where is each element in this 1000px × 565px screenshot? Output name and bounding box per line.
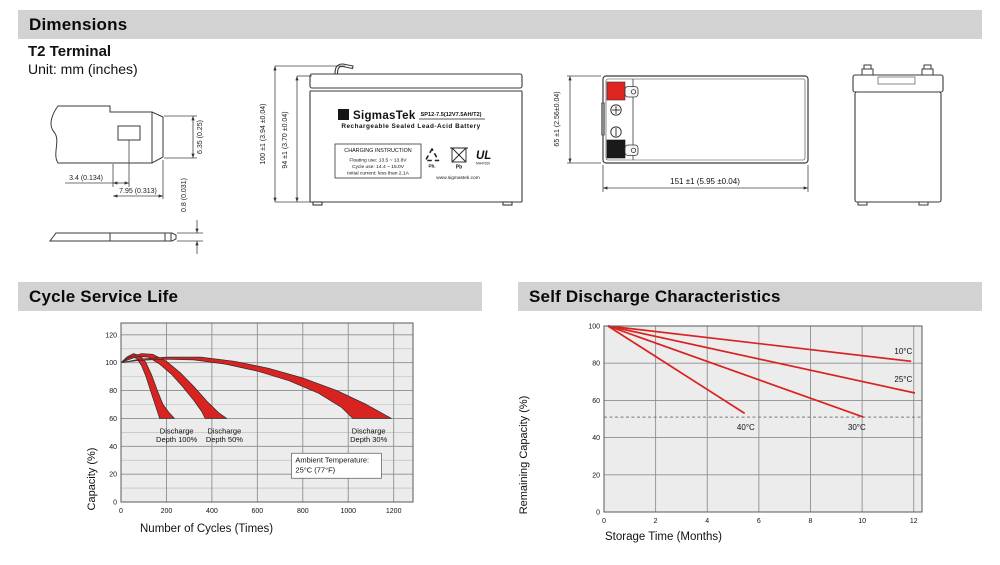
negative-terminal-marker — [607, 140, 625, 158]
cycle_service_life-plot-area — [105, 323, 413, 515]
plus-symbol-icon — [611, 105, 621, 115]
y-tick-label: 100 — [588, 323, 600, 331]
ambient-temperature-text: 25°C (77°F) — [295, 465, 336, 475]
terminal-dim-3-4: 3.4 (0.134) — [69, 175, 103, 182]
battery-front-view — [255, 52, 535, 257]
brand-name: SigmasTek — [353, 110, 416, 122]
charging-line-cycle: Cycle use: 14.4 ~ 15.0V — [351, 165, 405, 170]
dimensions-section-header: Dimensions — [18, 10, 982, 39]
x-tick-label: 800 — [296, 508, 309, 515]
terminal-detail-drawing — [25, 92, 257, 262]
negative-faston-tab — [625, 145, 638, 156]
terminal-blade-outline — [51, 106, 163, 163]
x-tick-label: 600 — [251, 508, 264, 515]
battery-top-view — [543, 53, 835, 198]
ul-file-number: MH47629 — [476, 161, 490, 166]
front-dim-total-height: 100 ±1 (3.94 ±0.04) — [260, 103, 267, 165]
y-tick-label: 20 — [592, 472, 600, 480]
crossed-bin-pb-icon — [450, 148, 468, 162]
side-terminal-right — [924, 65, 931, 69]
y-tick-label: 40 — [109, 443, 117, 451]
battery-type-subtitle: Rechargeable Sealed Lead-Acid Battery — [341, 123, 481, 130]
cycle-service-life-chart — [55, 318, 500, 565]
series-label: 30°C — [847, 423, 866, 433]
terminal-blade-edge-view — [50, 233, 176, 241]
y-tick-label: 0 — [113, 499, 117, 507]
cycle-chart-ylabel: Capacity (%) — [86, 447, 98, 511]
brand-logo-glyph: Σ — [340, 109, 347, 120]
band-label: Discharge — [159, 426, 194, 436]
charging-title: CHARGING INSTRUCTION — [344, 148, 412, 154]
self-discharge-ylabel: Remaining Capacity (%) — [518, 395, 530, 515]
y-tick-label: 60 — [109, 415, 117, 423]
recycle-pb-text: Pb. — [428, 163, 436, 169]
terminal-dimension-lines — [65, 116, 197, 199]
terminal-type-label: T2 Terminal — [28, 43, 112, 60]
series-label: 40°C — [736, 423, 755, 433]
charging-line-floating: Floating use: 13.5 ~ 13.8V — [349, 158, 407, 164]
front-dim-body-height: 94 ±1 (3.70 ±0.04) — [282, 111, 289, 169]
y-tick-label: 120 — [105, 332, 117, 340]
terminal-dim-7-95: 7.95 (0.313) — [119, 188, 157, 195]
band-label: Depth 100% — [156, 435, 198, 445]
x-tick-label: 0 — [119, 508, 123, 515]
ambient-temperature-text: Ambient Temperature: — [295, 455, 370, 465]
x-tick-label: 2 — [653, 518, 658, 525]
charging-line-initial: Initial current: less than 2.1A — [347, 171, 409, 177]
y-tick-label: 60 — [592, 397, 600, 405]
x-tick-label: 400 — [206, 508, 218, 515]
y-tick-label: 80 — [109, 388, 117, 396]
ul-mark-icon: UL — [476, 150, 492, 162]
x-tick-label: 0 — [602, 518, 606, 525]
x-tick-label: 8 — [808, 518, 813, 525]
self_discharge-plot-area — [588, 324, 922, 526]
terminal-tab — [335, 64, 353, 74]
x-tick-label: 6 — [756, 518, 761, 525]
positive-faston-tab — [625, 87, 638, 98]
x-tick-label: 10 — [858, 518, 867, 525]
series-label: 10°C — [894, 346, 913, 356]
unit-note: Unit: mm (inches) — [28, 61, 138, 77]
y-tick-label: 0 — [596, 509, 600, 517]
x-tick-label: 1000 — [340, 508, 357, 515]
cycle-chart-xlabel: Number of Cycles (Times) — [140, 523, 274, 535]
minus-symbol-icon — [611, 127, 621, 137]
website-text: www.sigmastek.com — [436, 176, 480, 181]
x-tick-label: 1200 — [385, 508, 402, 515]
battery-side-view — [845, 53, 1000, 238]
y-tick-label: 80 — [592, 360, 600, 368]
top-dim-width: 151 ±1 (5.95 ±0.04) — [670, 177, 740, 186]
x-tick-label: 200 — [160, 508, 173, 515]
y-tick-label: 100 — [105, 360, 117, 368]
y-tick-label: 20 — [109, 471, 117, 479]
top-dim-height: 65 ±1 (2.56±0.04) — [554, 91, 561, 147]
side-terminal-left — [864, 65, 871, 69]
thickness-dimension — [177, 220, 203, 254]
bin-pb-text: Pb — [455, 164, 463, 171]
cycle-service-life-header: Cycle Service Life — [18, 282, 482, 311]
terminal-dim-0-8: 0.8 (0.031) — [181, 178, 188, 212]
recycle-pb-icon — [426, 149, 439, 161]
series-label: 25°C — [894, 374, 913, 384]
model-number: SP12-7.5(12V7.5AH/T2) — [420, 112, 482, 118]
band-label: Depth 50% — [205, 435, 243, 445]
battery-label — [335, 109, 491, 181]
y-tick-label: 40 — [592, 435, 600, 443]
terminal-dim-6-35: 6.35 (0.25) — [197, 120, 204, 154]
self-discharge-chart — [515, 318, 1000, 565]
self-discharge-xlabel: Storage Time (Months) — [605, 531, 722, 543]
band-label: Discharge — [207, 426, 242, 436]
self-discharge-header: Self Discharge Characteristics — [518, 282, 982, 311]
band-label: Depth 30% — [350, 435, 388, 445]
battery-case-outline — [310, 64, 522, 205]
terminal-hole — [118, 126, 140, 140]
side-view-case — [853, 65, 943, 205]
x-tick-label: 12 — [909, 518, 918, 525]
x-tick-label: 4 — [705, 518, 710, 525]
positive-terminal-marker — [607, 82, 625, 100]
band-label: Discharge — [351, 426, 386, 436]
